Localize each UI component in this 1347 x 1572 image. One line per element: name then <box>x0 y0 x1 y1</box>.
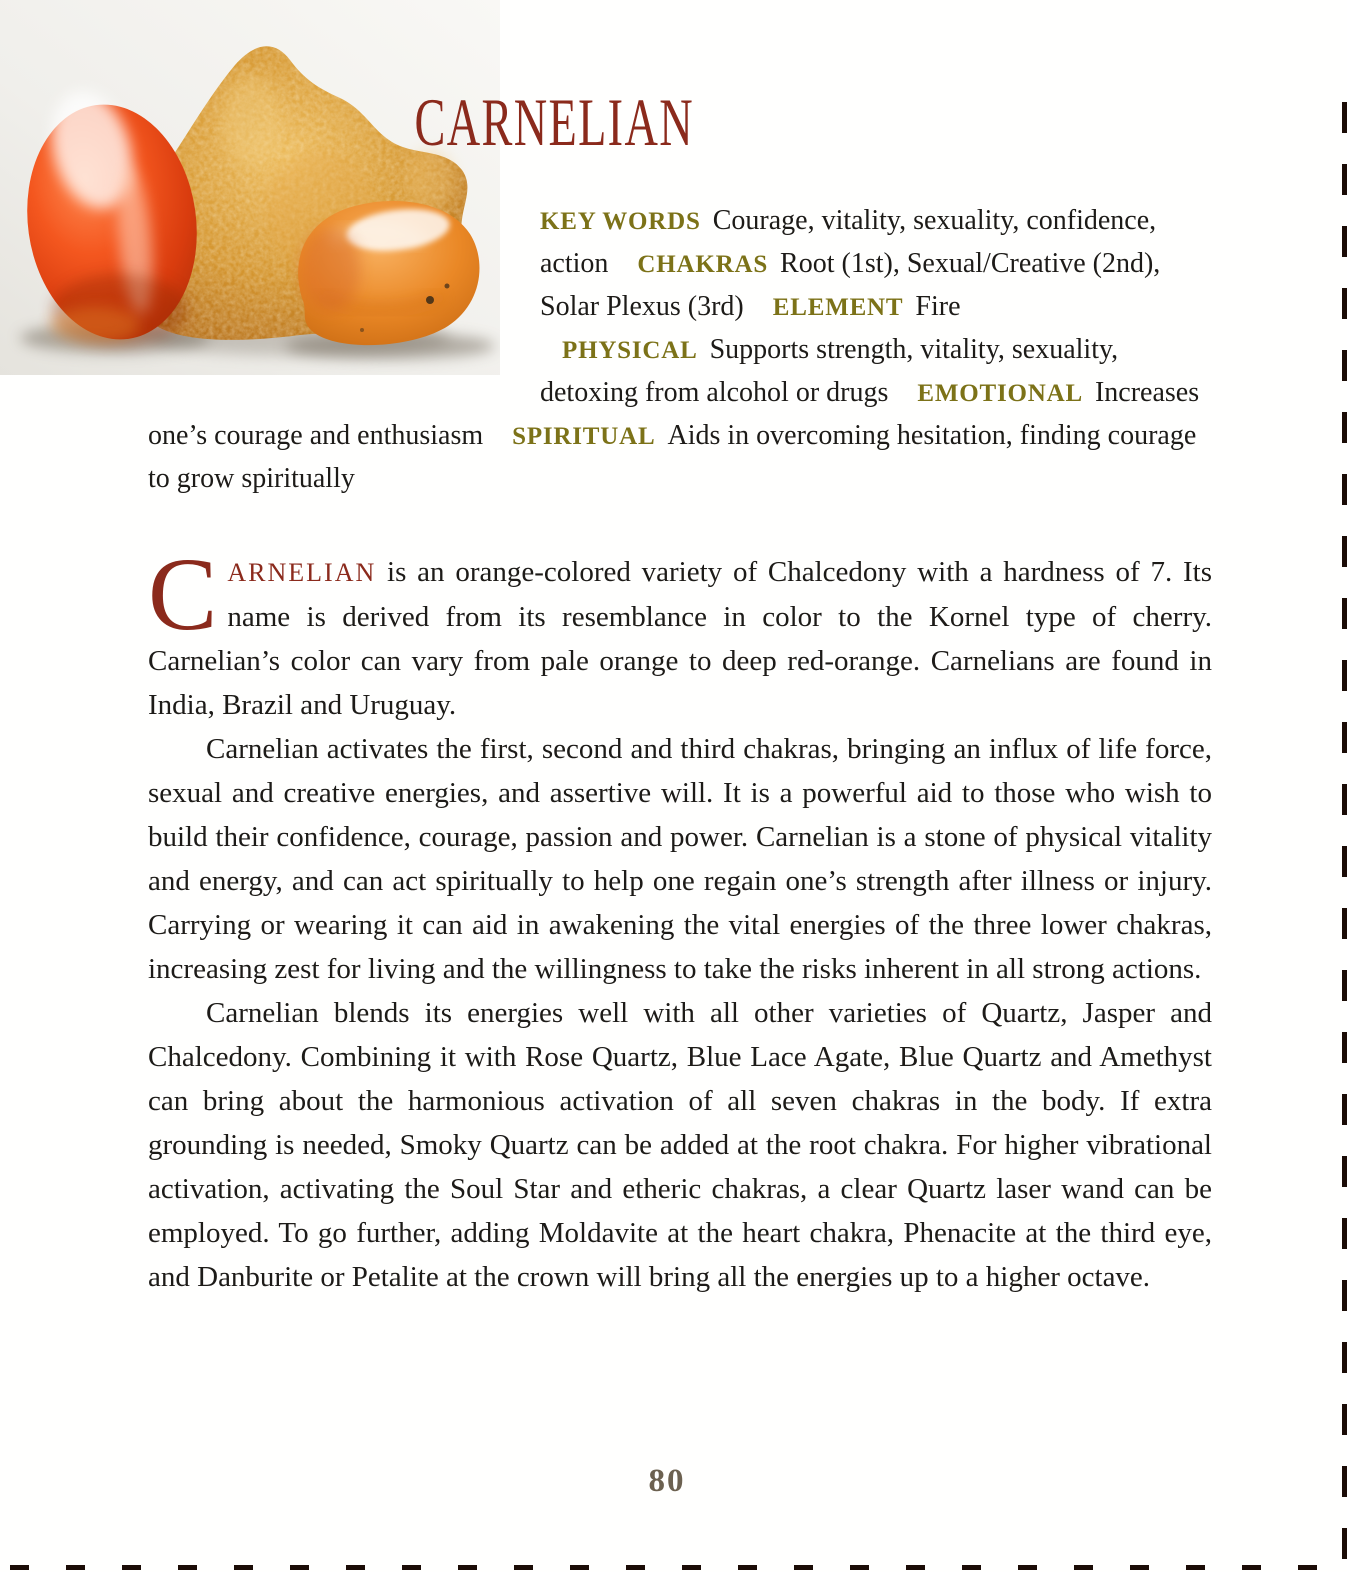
drop-cap: C <box>148 537 218 652</box>
keyword-label: ELEMENT <box>772 294 904 321</box>
keyword-label: CHAKRAS <box>637 251 769 278</box>
keyword-text: Root (1st), Sexual/Creative (2nd), Solar Plexus (3rd) <box>540 248 1161 322</box>
page-edge-marks-right <box>1342 102 1347 1564</box>
intro-text: is an orange-colored variety of Chalcedony with a hardness of 7. Its name is derived from its resemblance in color to the Kornel type of cherry. Carnelian’s color can vary from pale orange to deep red-orange. Carnelians are found in India, Brazil and Uruguay. <box>148 556 1212 721</box>
paragraph: Carnelian activates the first, second and third chakras, bringing an influx of life force, sexual and creative energies, and assertive will. It is a powerful aid to those who wish to build their confidence, courage, passion and power. Carnelian is a stone of physical vitality and energy, and can act spiritually to help one regain one’s strength after illness or injury. Carrying or wearing it can aid in awakening the vital energies of the three lower chakras, increasing zest for living and the willingness to take the risks inherent in all strong actions. <box>148 733 1212 985</box>
intro-paragraph <box>148 537 1212 727</box>
keyword-text: Increases one’s courage and enthusiasm <box>148 377 1200 451</box>
lead-small-caps: ARNELIAN <box>227 558 377 587</box>
keyword-text: Fire <box>915 291 961 322</box>
page-number: 80 <box>648 1463 686 1499</box>
page-title: CARNELIAN <box>414 84 694 160</box>
keyword-text: Supports strength, vitality, sexuality, detoxing from alcohol or drugs <box>540 334 1119 408</box>
stones-illustration <box>0 0 500 375</box>
page-edge-marks-bottom <box>10 1565 1345 1570</box>
keyword-segment <box>751 291 961 322</box>
keyword-label: EMOTIONAL <box>917 380 1083 407</box>
keyword-text: Courage, vitality, sexuality, confidence, action <box>540 205 1157 279</box>
keyword-text: Aids in overcoming hesitation, finding courage to grow spiritually <box>148 420 1197 494</box>
keyword-label: PHYSICAL <box>562 337 698 364</box>
carnelian-stones-photo <box>0 0 500 375</box>
paragraph: Carnelian blends its energies well with all other varieties of Quartz, Jasper and Chalcedony. Combining it with Rose Quartz, Blue Lace Agate, Blue Quartz and Amethyst can bring about the harmonious activation of all seven chakras in the body. If extra grounding is needed, Smoky Quartz can be added at the root chakra. For higher vibrational activation, activating the Soul Star and etheric chakras, a clear Quartz laser wand can be employed. To go further, adding Moldavite at the heart chakra, Phenacite at the third eye, and Danburite or Petalite at the crown will bring all the energies up to a higher octave. <box>148 997 1212 1293</box>
keyword-label: KEY WORDS <box>540 208 701 235</box>
article-body <box>148 537 1212 1299</box>
keyword-label: SPIRITUAL <box>512 423 656 450</box>
